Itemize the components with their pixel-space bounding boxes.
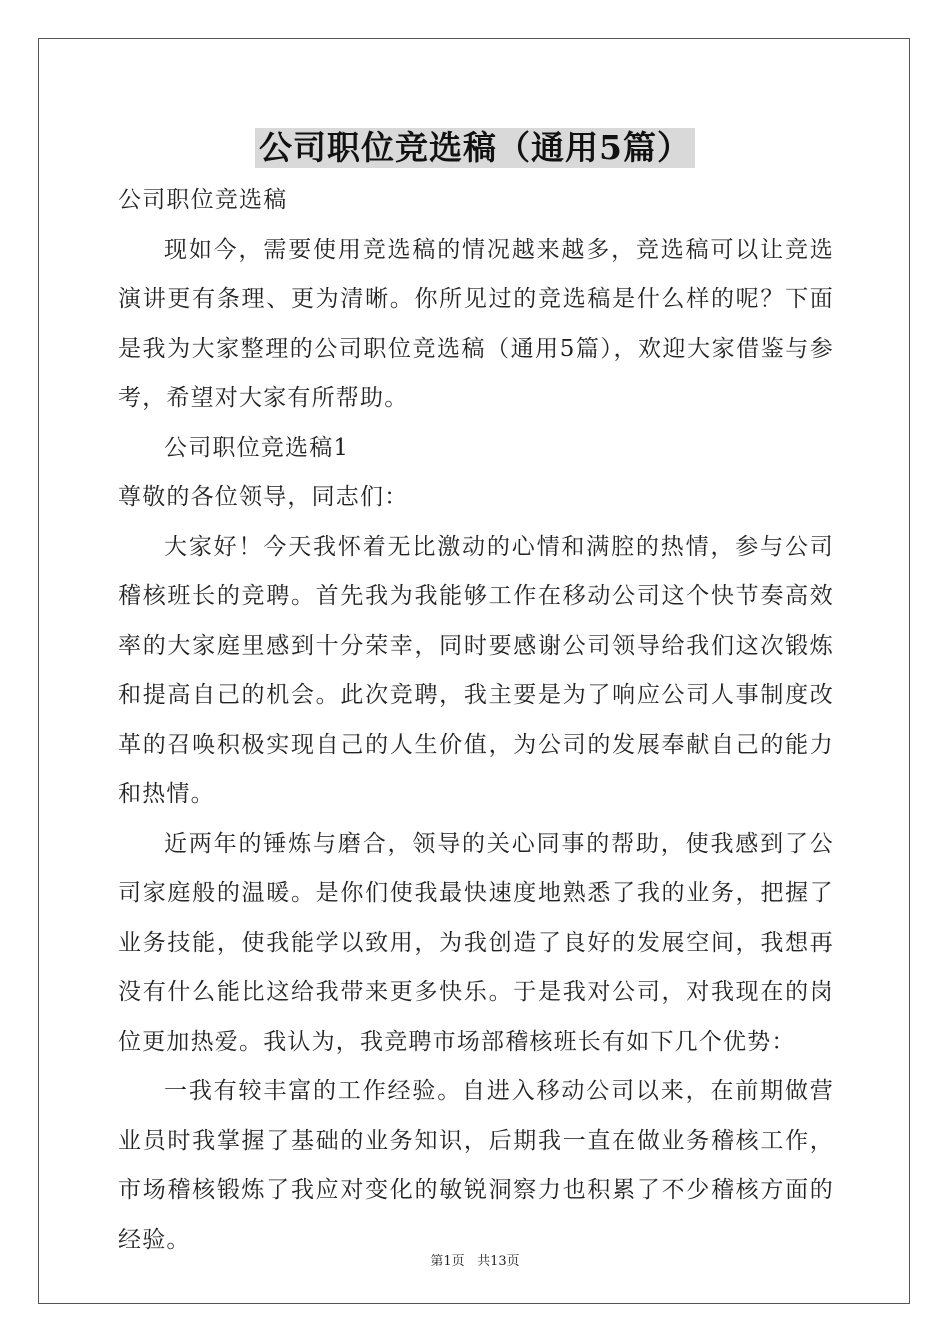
document-title: 公司职位竞选稿（通用5篇） [255,128,695,168]
salutation: 尊敬的各位领导，同志们： [118,484,409,510]
body-paragraph: 一我有较丰富的工作经验。自进入移动公司以来，在前期做营业员时我掌握了基础的业务知识，后期我一直在做业务稽核工作，市场稽核锻炼了我应对变化的敏锐洞察力也积累了不少稽核方面的经验。 [118,1078,834,1253]
section-heading: 公司职位竞选稿1 [164,434,350,461]
intro-paragraph: 现如今，需要使用竞选稿的情况越来越多，竞选稿可以让竞选演讲更有条理、更为清晰。你所见过的竞选稿是什么样的呢？下面是我为大家整理的公司职位竞选稿（通用5篇），欢迎大家借鉴与参考，希望对大家有所帮助。 [118,236,834,411]
document-subtitle: 公司职位竞选稿 [118,187,288,213]
page-total: 共13页 [477,1254,520,1269]
document-body [118,176,834,1265]
body-paragraph: 近两年的锤炼与磨合，领导的关心同事的帮助，使我感到了公司家庭般的温暖。是你们使我最快速度地熟悉了我的业务，把握了业务技能，使我能学以致用，为我创造了良好的发展空间，我想再没有什么能比这给我带来更多快乐。于是我对公司，对我现在的岗位更加热爱。我认为，我竞聘市场部稽核班长有如下几个优势： [118,830,834,1055]
page-footer [0,1250,950,1269]
page-number: 第1页 [430,1254,465,1269]
body-paragraph: 大家好！今天我怀着无比激动的心情和满腔的热情，参与公司稽核班长的竞聘。首先我为我能够工作在移动公司这个快节奏高效率的大家庭里感到十分荣幸，同时要感谢公司领导给我们这次锻炼和提高自己的机会。此次竞聘，我主要是为了响应公司人事制度改革的召唤积极实现自己的人生价值，为公司的发展奉献自己的能力和热情。 [118,533,834,807]
title-container [0,128,950,168]
